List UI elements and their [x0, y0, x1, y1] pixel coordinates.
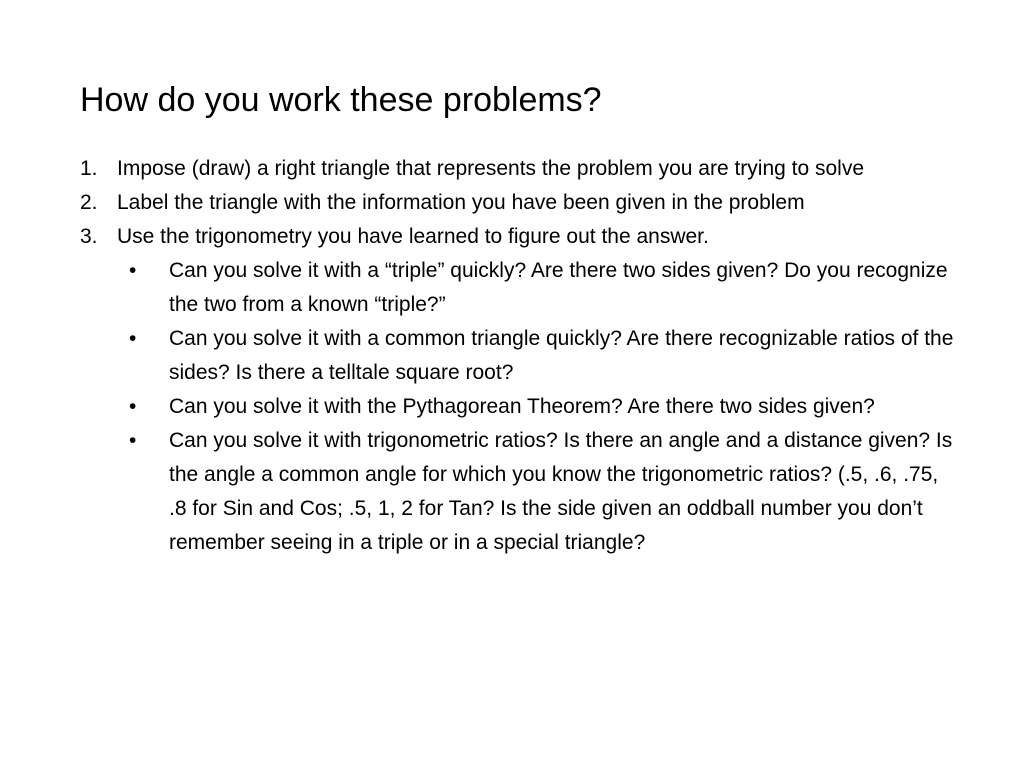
- bullet-text: Can you solve it with a common triangle quickly? Are there recognizable ratios of the sides? Is there a telltale square root?: [169, 327, 954, 384]
- slide-title: How do you work these problems?: [80, 81, 602, 119]
- bullet-item: [129, 322, 955, 390]
- bullet-item: [129, 254, 955, 322]
- bullet-text: Can you solve it with the Pythagorean Theorem? Are there two sides given?: [169, 395, 875, 418]
- step-number: 2.: [80, 191, 98, 214]
- bullet-text: Can you solve it with a “triple” quickly? Are there two sides given? Do you recognize the two from a known “triple?”: [169, 259, 948, 316]
- bullet-icon: •: [129, 259, 137, 282]
- step-item: [80, 220, 955, 254]
- step-text: Label the triangle with the information you have been given in the problem: [117, 191, 805, 214]
- bullet-icon: •: [129, 327, 137, 350]
- bullet-icon: •: [129, 429, 137, 452]
- step-item: [80, 152, 955, 186]
- bullet-icon: •: [129, 395, 137, 418]
- step-number: 3.: [80, 225, 98, 248]
- bullet-text: Can you solve it with trigonometric ratios? Is there an angle and a distance given? Is the angle a common angle for which you know the trigonometric ratios? (.5, .6, .75, .8 for Sin and Cos; .5, 1, 2 for Tan? Is the side given an oddball number you don’t remember seeing in a triple or in a special triangle?: [169, 429, 953, 554]
- bullet-item: [129, 424, 955, 560]
- slide-body: [80, 152, 955, 560]
- step-text: Use the trigonometry you have learned to figure out the answer.: [117, 225, 709, 248]
- step-text: Impose (draw) a right triangle that represents the problem you are trying to solve: [117, 157, 865, 180]
- step-item: [80, 186, 955, 220]
- bullet-item: [129, 390, 955, 424]
- step-number: 1.: [80, 157, 98, 180]
